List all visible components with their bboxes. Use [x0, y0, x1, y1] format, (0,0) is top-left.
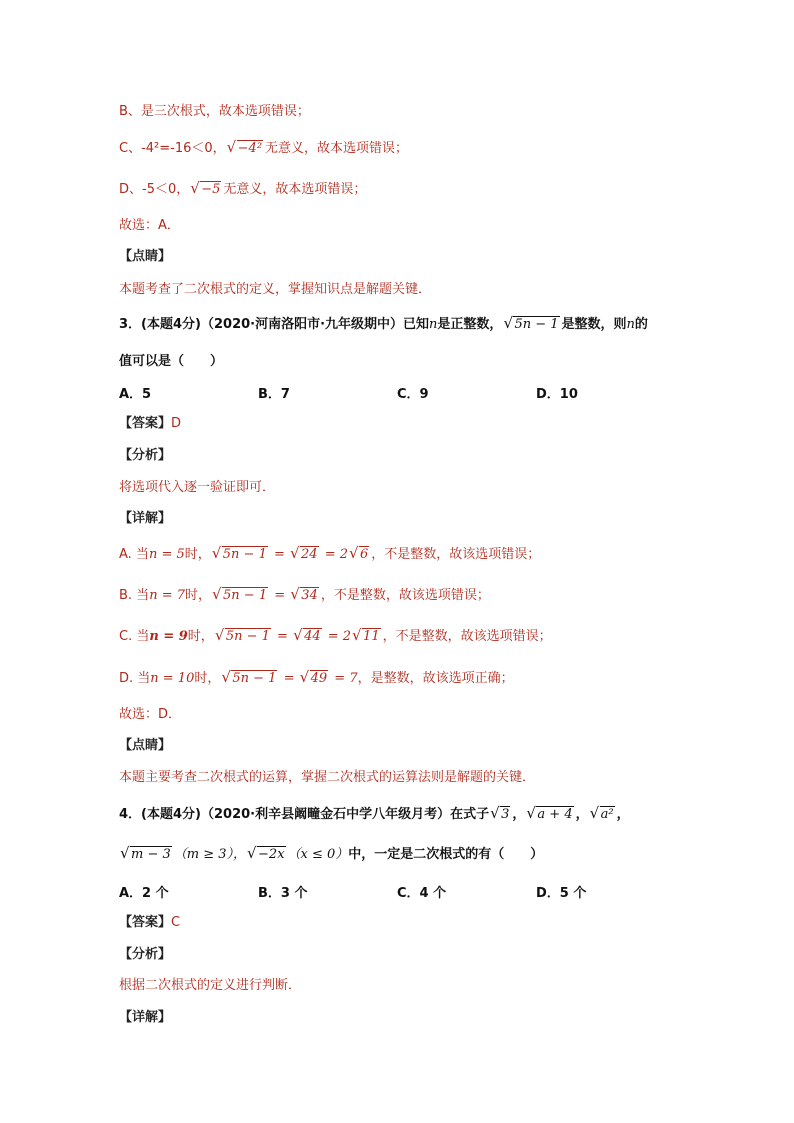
q3-choose: 故选：D．	[119, 707, 182, 722]
radical-neg-5: √ −5	[191, 180, 221, 200]
q3-variable-n: n	[429, 317, 438, 332]
q3-stem-line1	[119, 315, 648, 335]
detail-c-radical-3: √ 11	[353, 627, 381, 647]
q3-answer	[119, 414, 181, 434]
q4-answer	[119, 913, 180, 933]
detail-c-when: 时，	[187, 629, 214, 644]
detail-d-radical-2: √ 49	[301, 669, 329, 689]
detail-c-eq2: = 2	[323, 629, 352, 644]
detail-b-radical-1: √ 5n − 1	[213, 586, 268, 606]
q3-option-b: B．7	[258, 387, 290, 402]
q4-radical-a-plus-4: √ a + 4	[527, 805, 573, 825]
q3-dianjing-text: 本题主要考查二次根式的运算，掌握二次根式的运算法则是解题的关键．	[119, 770, 536, 785]
detail-a-radical-3: √ 6	[350, 545, 369, 565]
detail-a-eq1: =	[269, 547, 290, 562]
q3-detail-d	[119, 669, 514, 689]
q3-stem-end: 的	[634, 317, 648, 332]
detail-a-suffix: ，不是整数，故该选项错误；	[371, 547, 541, 562]
q4-analysis-label: 【分析】	[119, 947, 172, 962]
q3-dianjing-label: 【点睛】	[119, 738, 172, 753]
option-c-explanation	[119, 139, 408, 159]
option-d-explanation	[119, 180, 366, 200]
q3-stem-mid2: 是整数，则	[561, 317, 627, 332]
option-c-prefix: C、-4²=-16＜0，	[119, 141, 226, 156]
dianjing-text-1: 本题考查了二次根式的定义，掌握知识点是解题关键．	[119, 282, 432, 297]
q4-sep3: ，	[616, 807, 630, 822]
option-c-suffix: 无意义，故本选项错误；	[265, 141, 409, 156]
q4-stem-end: 中，一定是二次根式的有（ ）	[348, 847, 544, 862]
q3-option-a: A．5	[119, 387, 152, 402]
dianjing-label-1: 【点睛】	[119, 249, 172, 264]
q3-detail-c	[119, 627, 552, 647]
detail-c-eq1: =	[272, 629, 293, 644]
detail-b-prefix: B. 当	[119, 588, 150, 603]
q3-detail-a	[119, 545, 540, 565]
option-d-prefix: D、-5＜0，	[119, 182, 190, 197]
detail-b-eq1: =	[270, 588, 290, 603]
detail-a-radical-2: √ 24	[291, 545, 319, 565]
detail-c-prefix: C. 当	[119, 629, 150, 644]
q4-stem-line1	[119, 805, 630, 825]
option-d-suffix: 无意义，故本选项错误；	[223, 182, 367, 197]
detail-d-eq1: =	[279, 671, 299, 686]
q4-stem-prefix: 4．(本题4分)（2020·利辛县阚疃金石中学八年级月考）在式子	[119, 807, 490, 822]
q4-radical-3: √ 3	[491, 805, 510, 825]
q3-analysis-label: 【分析】	[119, 448, 172, 463]
q4-answer-label: 【答案】	[119, 915, 172, 930]
q4-analysis-text: 根据二次根式的定义进行判断．	[119, 978, 302, 993]
q3-answer-label: 【答案】	[119, 416, 172, 431]
detail-a-when: 时，	[184, 547, 211, 562]
q3-option-d: D．10	[536, 387, 578, 402]
q3-stem-line2: 值可以是（ ）	[119, 354, 224, 369]
detail-a-prefix: A. 当	[119, 547, 149, 562]
q3-stem-mid: 是正整数，	[437, 317, 503, 332]
q4-option-b: B．3 个	[258, 886, 308, 901]
detail-d-radical-1: √ 5n − 1	[222, 669, 277, 689]
q4-option-a: A．2 个	[119, 886, 169, 901]
q4-condition-x: （x ≤ 0）	[287, 847, 349, 862]
q4-radical-neg-2x: √ −2x	[248, 845, 286, 865]
detail-b-radical-2: √ 34	[291, 586, 319, 606]
detail-d-prefix: D. 当	[119, 671, 151, 686]
detail-b-when: 时，	[185, 588, 212, 603]
q4-sep1: ，	[512, 807, 526, 822]
detail-b-suffix: ，不是整数，故该选项错误；	[320, 588, 490, 603]
detail-c-suffix: ，不是整数，故该选项错误；	[382, 629, 552, 644]
q3-stem-prefix: 3．(本题4分)（2020·河南洛阳市·九年级期中）已知	[119, 317, 430, 332]
q4-radical-a-squared: √ a²	[591, 805, 615, 825]
q3-radical-5n-1: √ 5n − 1	[504, 315, 559, 335]
detail-d-suffix: ，是整数，故该选项正确；	[357, 671, 514, 686]
q4-detail-label: 【详解】	[119, 1010, 172, 1025]
q3-detail-label: 【详解】	[119, 511, 172, 526]
q3-detail-b	[119, 586, 490, 606]
q3-answer-value: D	[171, 416, 182, 431]
q3-option-c: C．9	[397, 387, 429, 402]
q4-sep2: ，	[575, 807, 589, 822]
detail-d-when: 时，	[194, 671, 221, 686]
detail-c-radical-1: √ 5n − 1	[216, 627, 271, 647]
detail-c-condition: n = 9	[149, 629, 188, 644]
q4-answer-value: C	[171, 915, 181, 930]
option-b-explanation: B、是三次根式，故本选项错误；	[119, 104, 310, 119]
detail-d-condition: n = 10	[150, 671, 195, 686]
detail-d-eq2: = 7	[330, 671, 358, 686]
detail-a-condition: n = 5	[148, 547, 185, 562]
detail-c-radical-2: √ 44	[294, 627, 322, 647]
radical-neg-4-squared: √ −4²	[228, 139, 263, 159]
detail-a-eq2: = 2	[320, 547, 348, 562]
q4-condition-m: （m ≥ 3），	[173, 847, 247, 862]
detail-b-condition: n = 7	[149, 588, 185, 603]
q4-option-c: C．4 个	[397, 886, 447, 901]
choose-a-text: 故选：A．	[119, 218, 180, 233]
q4-option-d: D．5 个	[536, 886, 587, 901]
q4-stem-line2	[119, 845, 543, 865]
detail-a-radical-1: √ 5n − 1	[213, 545, 268, 565]
q3-analysis-text: 将选项代入逐一验证即可．	[119, 480, 276, 495]
q4-radical-m-minus-3: √ m − 3	[121, 845, 172, 865]
q3-variable-n-2: n	[626, 317, 635, 332]
